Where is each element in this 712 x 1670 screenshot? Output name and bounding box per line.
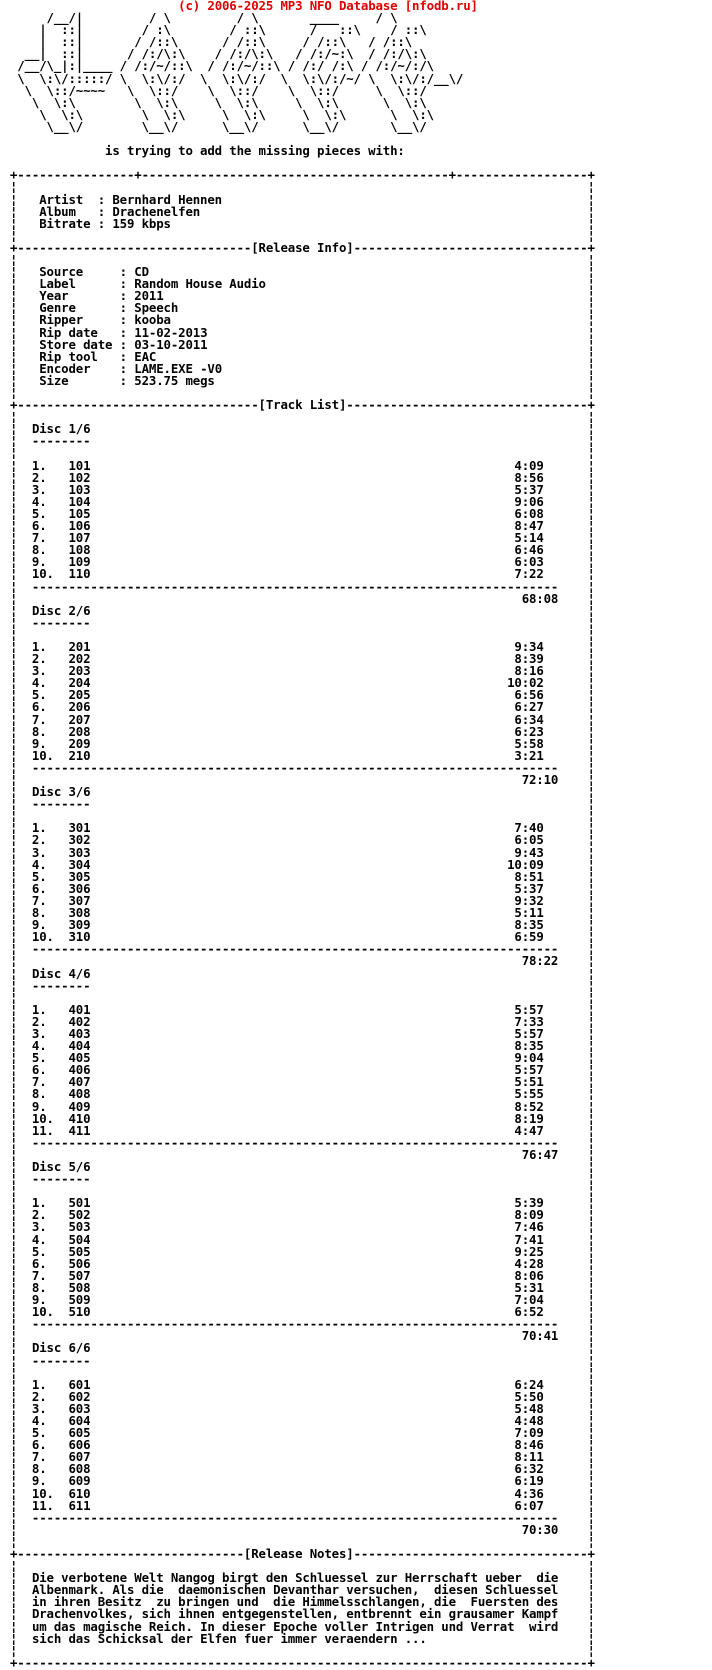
track-row: ¦ 7. 307 9:32 ¦: [10, 892, 595, 908]
track-title: 305: [68, 868, 91, 884]
blank-line: ¦ ¦: [10, 1642, 595, 1658]
release-notes-text: um das magische Reich. In dieser Epoche voller Intrigen und Verrat wird: [31, 1618, 559, 1634]
track-title: 308: [68, 905, 91, 921]
blank-line: ¦ ¦: [10, 1558, 595, 1574]
tagline: is trying to add the missing pieces with:: [105, 143, 405, 159]
disc-total-row: ¦ 68:08 ¦: [10, 590, 595, 606]
release-notes-line: ¦ Die verbotene Welt Nangog birgt den Schluessel zur Herrschaft ueber die ¦: [10, 1570, 595, 1586]
ripper-row: ¦ Ripper : kooba ¦: [10, 312, 595, 328]
disc-title: Disc 4/6: [31, 965, 91, 981]
bitrate-value: 159 kbps: [112, 215, 171, 231]
disc-divider: ¦ ------------------------------------------------------------------------ ¦: [10, 1316, 595, 1332]
disc-total-duration: 68:08: [17, 590, 559, 606]
disc-underline: ¦ -------- ¦: [10, 433, 595, 449]
track-duration: 4:36: [90, 1485, 544, 1501]
rip-tool-value: EAC: [134, 348, 157, 364]
track-row: ¦ 4. 404 8:35 ¦: [10, 1038, 595, 1054]
track-duration: 9:32: [90, 892, 544, 908]
track-duration: 6:08: [90, 505, 544, 521]
track-row: ¦ 5. 505 9:25 ¦: [10, 1243, 595, 1259]
track-title: 609: [68, 1473, 91, 1489]
track-duration: 7:46: [90, 1219, 544, 1235]
disc-underline: ¦ -------- ¦: [10, 1171, 595, 1187]
ascii-logo-line: | ::| / :\ / ::\ / ::\ / ::\: [10, 22, 427, 38]
track-title: 107: [68, 530, 91, 546]
disc-underline: ¦ -------- ¦: [10, 977, 595, 993]
disc-divider: ¦ ------------------------------------------------------------------------ ¦: [10, 578, 595, 594]
track-row: ¦ 9. 109 6:03 ¦: [10, 554, 595, 570]
track-title: 604: [68, 1412, 91, 1428]
ripper-value: kooba: [134, 312, 171, 328]
track-title: 611: [68, 1497, 91, 1513]
track-duration: 7:04: [90, 1292, 544, 1308]
track-row: ¦ 1. 401 5:57 ¦: [10, 1001, 595, 1017]
track-title: 509: [68, 1292, 91, 1308]
track-duration: 5:51: [90, 1074, 544, 1090]
track-title: 410: [68, 1110, 91, 1126]
track-duration: 5:58: [90, 735, 544, 751]
release-notes-text: sich das Schicksal der Elfen fuer immer veraendern ...: [31, 1630, 427, 1646]
ascii-logo-line: \ \:\ \ \:\ \ \:\ \ \:\ \ \:\: [10, 94, 427, 110]
track-duration: 5:11: [90, 905, 544, 921]
track-row: ¦ 6. 106 8:47 ¦: [10, 518, 595, 534]
track-title: 605: [68, 1425, 91, 1441]
track-title: 401: [68, 1001, 91, 1017]
track-duration: 8:46: [90, 1437, 544, 1453]
track-title: 110: [68, 566, 91, 582]
artist-row: ¦ Artist : Bernhard Hennen ¦: [10, 191, 595, 207]
blank-line: ¦ ¦: [10, 808, 595, 824]
track-title: 603: [68, 1400, 91, 1416]
blank-line: ¦ ¦: [10, 626, 595, 642]
encoder-value: LAME.EXE -V0: [134, 360, 222, 376]
track-duration: 8:11: [90, 1449, 544, 1465]
track-row: ¦ 4. 204 10:02 ¦: [10, 675, 595, 691]
release-notes-text: in ihren Besitz zu bringen und die Himmelsschlangen, die Fuersten des: [31, 1594, 559, 1610]
track-row: ¦ 10. 210 3:21 ¦: [10, 747, 595, 763]
track-row: ¦ 5. 305 8:51 ¦: [10, 868, 595, 884]
disc-total-duration: 76:47: [17, 1146, 559, 1162]
track-title: 109: [68, 554, 91, 570]
track-row: ¦ 6. 506 4:28 ¦: [10, 1255, 595, 1271]
size-value: 523.75 megs: [134, 372, 215, 388]
track-row: ¦ 9. 209 5:58 ¦: [10, 735, 595, 751]
track-title: 507: [68, 1267, 91, 1283]
disc-total-row: ¦ 76:47 ¦: [10, 1146, 595, 1162]
track-duration: 5:14: [90, 530, 544, 546]
track-row: ¦ 11. 611 6:07 ¦: [10, 1497, 595, 1513]
track-title: 108: [68, 542, 91, 558]
track-duration: 4:28: [90, 1255, 544, 1271]
track-row: ¦ 10. 110 7:22 ¦: [10, 566, 595, 582]
disc-divider: ¦ ------------------------------------------------------------------------ ¦: [10, 1509, 595, 1525]
track-row: ¦ 1. 301 7:40 ¦: [10, 820, 595, 836]
disc-total-duration: 78:22: [17, 953, 559, 969]
track-row: ¦ 9. 609 6:19 ¦: [10, 1473, 595, 1489]
release-notes-line: ¦ in ihren Besitz zu bringen und die Himmelsschlangen, die Fuersten des ¦: [10, 1594, 595, 1610]
section-header: +---------------------------------[Track List]---------------------------------+: [10, 397, 595, 413]
track-duration: 6:23: [90, 723, 544, 739]
release-notes-text: Drachenvolkes, sich ihnen entgegenstellen, entbrennt ein grausamer Kampf: [31, 1606, 559, 1622]
track-title: 105: [68, 505, 91, 521]
track-title: 310: [68, 929, 91, 945]
track-title: 210: [68, 747, 91, 763]
track-row: ¦ 1. 501 5:39 ¦: [10, 1195, 595, 1211]
track-duration: 9:25: [90, 1243, 544, 1259]
track-title: 307: [68, 892, 91, 908]
track-title: 207: [68, 711, 91, 727]
track-duration: 7:09: [90, 1425, 544, 1441]
label-row: ¦ Label : Random House Audio ¦: [10, 276, 595, 292]
track-row: ¦ 6. 606 8:46 ¦: [10, 1437, 595, 1453]
disc-total-row: ¦ 70:30 ¦: [10, 1521, 595, 1537]
track-duration: 6:56: [90, 687, 544, 703]
track-duration: 8:19: [90, 1110, 544, 1126]
blank-line: ¦ ¦: [10, 1364, 595, 1380]
track-duration: 6:34: [90, 711, 544, 727]
ascii-logo: [10, 118, 595, 134]
track-row: ¦ 4. 604 4:48 ¦: [10, 1412, 595, 1428]
track-duration: 7:40: [90, 820, 544, 836]
track-duration: 8:06: [90, 1267, 544, 1283]
track-row: ¦ 4. 304 10:09 ¦: [10, 856, 595, 872]
year-row: ¦ Year : 2011 ¦: [10, 288, 595, 304]
blank-line: ¦ ¦: [10, 1533, 595, 1549]
disc-header: ¦ Disc 1/6 ¦: [10, 421, 595, 437]
track-duration: 6:19: [90, 1473, 544, 1489]
bitrate-row: ¦ Bitrate : 159 kbps ¦: [10, 215, 595, 231]
track-duration: 8:35: [90, 1038, 544, 1054]
track-duration: 8:35: [90, 917, 544, 933]
track-row: ¦ 8. 308 5:11 ¦: [10, 905, 595, 921]
disc-total-duration: 70:30: [17, 1521, 559, 1537]
track-duration: 5:55: [90, 1086, 544, 1102]
disc-header: ¦ Disc 5/6 ¦: [10, 1159, 595, 1174]
blank-line: ¦ ¦: [10, 251, 595, 267]
size-row: ¦ Size : 523.75 megs ¦: [10, 372, 595, 388]
track-title: 206: [68, 699, 91, 715]
track-duration: 5:37: [90, 481, 544, 497]
track-duration: 6:32: [90, 1461, 544, 1477]
track-title: 202: [68, 651, 91, 667]
track-row: ¦ 4. 504 7:41 ¦: [10, 1231, 595, 1247]
track-row: ¦ 7. 107 5:14 ¦: [10, 530, 595, 546]
track-title: 201: [68, 638, 91, 654]
disc-header: ¦ Disc 6/6 ¦: [10, 1340, 595, 1356]
track-title: 203: [68, 663, 91, 679]
track-duration: 8:16: [90, 663, 544, 679]
disc-title: Disc 3/6: [31, 784, 91, 800]
genre-row: ¦ Genre : Speech ¦: [10, 300, 595, 316]
track-duration: 7:22: [90, 566, 544, 582]
track-duration: 8:56: [90, 469, 544, 485]
track-title: 309: [68, 917, 91, 933]
ascii-logo-line: \__\/ \__\/ \__\/ \__\/ \__\/: [10, 118, 427, 134]
source-row: ¦ Source : CD ¦: [10, 264, 595, 280]
disc-header: ¦ Disc 4/6 ¦: [10, 965, 595, 981]
track-title: 101: [68, 457, 91, 473]
track-duration: 5:31: [90, 1279, 544, 1295]
ascii-logo-line: \ \::/~~~~ \ \::/ \ \::/ \ \::/ \ \::/: [10, 82, 427, 98]
disc-divider: ¦ ------------------------------------------------------------------------ ¦: [10, 1134, 595, 1150]
disc-header: ¦ Disc 2/6 ¦: [10, 602, 595, 618]
track-title: 403: [68, 1025, 91, 1041]
track-row: ¦ 8. 208 6:23 ¦: [10, 723, 595, 739]
rip-date-value: 11-02-2013: [134, 324, 208, 340]
track-row: ¦ 11. 411 4:47 ¦: [10, 1122, 595, 1138]
release-notes-text: Albenmark. Als die daemonischen Devanthar versuchen, diesen Schluessel: [31, 1582, 559, 1598]
track-duration: 5:48: [90, 1400, 544, 1416]
blank-line: ¦ ¦: [10, 409, 595, 425]
track-duration: 5:39: [90, 1195, 544, 1211]
track-row: ¦ 9. 509 7:04 ¦: [10, 1292, 595, 1308]
track-row: ¦ 9. 409 8:52 ¦: [10, 1098, 595, 1114]
track-row: ¦ 10. 510 6:52 ¦: [10, 1304, 595, 1320]
ascii-logo-line: /__/\_|:|____ / /:/~/::\ / /:/~/::\ / /:/ /:\ / /:/~/:/\: [10, 58, 434, 74]
track-row: ¦ 10. 610 4:36 ¦: [10, 1485, 595, 1501]
disc-title: Disc 1/6: [31, 421, 91, 437]
track-title: 205: [68, 687, 91, 703]
album-value: Drachenelfen: [112, 203, 201, 219]
track-duration: 9:34: [90, 638, 544, 654]
track-duration: 8:52: [90, 1098, 544, 1114]
track-title: 407: [68, 1074, 91, 1090]
track-duration: 5:57: [90, 1025, 544, 1041]
track-duration: 4:47: [90, 1122, 544, 1138]
track-row: ¦ 8. 608 6:32 ¦: [10, 1461, 595, 1477]
track-duration: 6:46: [90, 542, 544, 558]
track-duration: 8:47: [90, 518, 544, 534]
blank-line: ¦ ¦: [10, 385, 595, 400]
bottom-border: +------------------------------------------------------------------------------+: [10, 1654, 595, 1670]
track-duration: 8:51: [90, 868, 544, 884]
track-row: ¦ 5. 405 9:04 ¦: [10, 1050, 595, 1066]
disc-title: Disc 2/6: [31, 602, 91, 618]
artist-value: Bernhard Hennen: [112, 191, 222, 207]
track-duration: 4:48: [90, 1412, 544, 1428]
track-duration: 8:09: [90, 1207, 544, 1223]
track-row: ¦ 8. 408 5:55 ¦: [10, 1086, 595, 1102]
track-title: 408: [68, 1086, 91, 1102]
track-duration: 4:09: [90, 457, 544, 473]
top-border: +----------------+------------------------------------------+------------------+: [10, 167, 595, 183]
release-notes-title: [Release Notes]: [243, 1546, 354, 1561]
track-row: ¦ 2. 202 8:39 ¦: [10, 651, 595, 667]
blank-line: ¦ ¦: [10, 1183, 595, 1199]
disc-title: Disc 6/6: [31, 1340, 91, 1356]
track-title: 503: [68, 1219, 91, 1235]
track-row: ¦ 6. 306 5:37 ¦: [10, 880, 595, 896]
track-duration: 10:09: [90, 856, 544, 872]
track-title: 506: [68, 1255, 91, 1271]
track-title: 302: [68, 832, 91, 848]
release-info-title: [Release Info]: [251, 239, 354, 255]
track-row: ¦ 4. 104 9:06 ¦: [10, 493, 595, 509]
rip-tool-row: ¦ Rip tool : EAC ¦: [10, 348, 595, 364]
release-notes-text: Die verbotene Welt Nangog birgt den Schluessel zur Herrschaft ueber die: [31, 1570, 559, 1586]
ascii-logo-line: \ \:\ \ \:\ \ \:\ \ \:\ \ \:\: [10, 106, 434, 122]
track-title: 610: [68, 1485, 91, 1501]
track-title: 606: [68, 1437, 91, 1453]
disc-underline: ¦ -------- ¦: [10, 614, 595, 630]
ascii-logo-line: | ::| / /::\ / /::\ / /::\ / /::\: [10, 34, 413, 50]
track-title: 405: [68, 1050, 91, 1066]
ascii-logo-line: /__/| / \ / \ ____ / \: [10, 10, 398, 26]
track-row: ¦ 3. 403 5:57 ¦: [10, 1025, 595, 1041]
release-notes-line: ¦ um das magische Reich. In dieser Epoche voller Intrigen und Verrat wird ¦: [10, 1618, 595, 1634]
track-duration: 9:04: [90, 1050, 544, 1066]
track-row: ¦ 3. 103 5:37 ¦: [10, 481, 595, 497]
track-title: 607: [68, 1449, 91, 1465]
disc-total-row: ¦ 72:10 ¦: [10, 772, 595, 787]
track-duration: 6:27: [90, 699, 544, 715]
track-title: 404: [68, 1038, 91, 1054]
track-duration: 6:52: [90, 1304, 544, 1320]
track-title: 303: [68, 844, 91, 860]
track-title: 103: [68, 481, 91, 497]
disc-underline: ¦ -------- ¦: [10, 796, 595, 812]
disc-underline: ¦ -------- ¦: [10, 1352, 595, 1368]
track-row: ¦ 3. 203 8:16 ¦: [10, 663, 595, 679]
track-title: 104: [68, 493, 91, 509]
track-title: 406: [68, 1062, 91, 1078]
track-row: ¦ 5. 205 6:56 ¦: [10, 687, 595, 703]
track-row: ¦ 3. 303 9:43 ¦: [10, 844, 595, 860]
track-title: 508: [68, 1279, 91, 1295]
track-row: ¦ 6. 406 5:57 ¦: [10, 1062, 595, 1078]
disc-total-row: ¦ 78:22 ¦: [10, 953, 595, 969]
track-duration: 10:02: [90, 675, 544, 691]
track-duration: 6:05: [90, 832, 544, 848]
rip-date-row: ¦ Rip date : 11-02-2013 ¦: [10, 324, 595, 340]
nfo-document: [10, 0, 595, 1669]
disc-total-duration: 72:10: [17, 772, 559, 787]
track-row: ¦ 5. 605 7:09 ¦: [10, 1425, 595, 1441]
track-duration: 6:24: [90, 1376, 544, 1392]
track-title: 209: [68, 735, 91, 751]
track-duration: 9:43: [90, 844, 544, 860]
track-title: 304: [68, 856, 91, 872]
store-date-value: 03-10-2011: [134, 336, 208, 352]
track-title: 208: [68, 723, 91, 739]
track-title: 510: [68, 1304, 91, 1320]
track-duration: 7:41: [90, 1231, 544, 1247]
track-row: ¦ 7. 407 5:51 ¦: [10, 1074, 595, 1090]
track-title: 505: [68, 1243, 91, 1259]
track-row: ¦ 8. 108 6:46 ¦: [10, 542, 595, 558]
track-duration: 6:07: [90, 1497, 544, 1513]
blank-line: ¦ ¦: [10, 445, 595, 461]
track-row: ¦ 1. 601 6:24 ¦: [10, 1376, 595, 1392]
track-row: ¦ 5. 105 6:08 ¦: [10, 505, 595, 521]
track-title: 301: [68, 820, 91, 836]
track-row: ¦ 7. 507 8:06 ¦: [10, 1267, 595, 1283]
track-title: 306: [68, 880, 91, 896]
track-row: ¦ 3. 603 5:48 ¦: [10, 1400, 595, 1416]
track-row: ¦ 8. 508 5:31 ¦: [10, 1279, 595, 1295]
disc-total-duration: 70:41: [17, 1328, 559, 1344]
release-notes-line: ¦ Albenmark. Als die daemonischen Devanthar versuchen, diesen Schluessel ¦: [10, 1582, 595, 1598]
track-duration: 7:33: [90, 1013, 544, 1029]
site-credit: (c) 2006-2025 MP3 NFO Database [nfodb.ru]: [178, 0, 478, 13]
store-date-row: ¦ Store date : 03-10-2011 ¦: [10, 336, 595, 352]
album-row: ¦ Album : Drachenelfen ¦: [10, 203, 595, 219]
track-row: ¦ 10. 410 8:19 ¦: [10, 1110, 595, 1126]
year-value: 2011: [134, 288, 164, 304]
track-row: ¦ 1. 201 9:34 ¦: [10, 638, 595, 654]
section-header: +--------------------------------[Release Info]--------------------------------+: [10, 239, 595, 255]
track-duration: 6:03: [90, 554, 544, 570]
track-row: ¦ 6. 206 6:27 ¦: [10, 699, 595, 715]
track-title: 106: [68, 518, 91, 534]
blank-line: ¦ ¦: [10, 989, 595, 1005]
tagline-line: [10, 145, 595, 157]
disc-divider: ¦ ------------------------------------------------------------------------ ¦: [10, 759, 595, 775]
disc-header: ¦ Disc 3/6 ¦: [10, 784, 595, 800]
track-duration: 5:50: [90, 1388, 544, 1404]
track-duration: 8:39: [90, 651, 544, 667]
track-row: ¦ 10. 310 6:59 ¦: [10, 929, 595, 945]
disc-divider: ¦ ------------------------------------------------------------------------ ¦: [10, 941, 595, 957]
track-title: 601: [68, 1376, 91, 1392]
track-title: 402: [68, 1013, 91, 1029]
track-row: ¦ 2. 402 7:33 ¦: [10, 1013, 595, 1029]
track-title: 409: [68, 1098, 91, 1114]
source-value: CD: [134, 264, 149, 280]
track-row: ¦ 2. 302 6:05 ¦: [10, 832, 595, 848]
track-title: 504: [68, 1231, 91, 1247]
track-row: ¦ 3. 503 7:46 ¦: [10, 1219, 595, 1235]
track-title: 602: [68, 1388, 91, 1404]
track-title: 608: [68, 1461, 91, 1477]
track-row: ¦ 2. 602 5:50 ¦: [10, 1388, 595, 1404]
encoder-row: ¦ Encoder : LAME.EXE -V0 ¦: [10, 360, 595, 376]
track-row: ¦ 7. 207 6:34 ¦: [10, 711, 595, 727]
track-title: 102: [68, 469, 91, 485]
track-title: 502: [68, 1207, 91, 1223]
track-duration: 5:57: [90, 1062, 544, 1078]
section-header: +-------------------------------[Release Notes]--------------------------------+: [10, 1546, 595, 1561]
track-list-title: [Track List]: [258, 397, 347, 413]
track-row: ¦ 2. 102 8:56 ¦: [10, 469, 595, 485]
track-title: 204: [68, 675, 91, 691]
track-duration: 9:06: [90, 493, 544, 509]
ascii-logo-line: __| ::| / /:/\:\ / /:/\:\ / /:/~:\ / /:/\:\: [10, 46, 427, 62]
label-value: Random House Audio: [134, 276, 266, 292]
track-duration: 6:59: [90, 929, 544, 945]
release-notes-line: ¦ Drachenvolkes, sich ihnen entgegenstellen, entbrennt ein grausamer Kampf ¦: [10, 1606, 595, 1622]
track-row: ¦ 2. 502 8:09 ¦: [10, 1207, 595, 1223]
disc-total-row: ¦ 70:41 ¦: [10, 1328, 595, 1344]
ascii-logo-line: \ \:\/:::::/ \ \:\/:/ \ \:\/:/ \ \:\/:/~/ \ \:\/:/__\/: [10, 70, 464, 86]
track-title: 411: [68, 1122, 91, 1138]
genre-value: Speech: [134, 300, 179, 316]
track-duration: 5:37: [90, 880, 544, 896]
disc-title: Disc 5/6: [31, 1159, 91, 1174]
track-row: ¦ 1. 101 4:09 ¦: [10, 457, 595, 473]
track-duration: 3:21: [90, 747, 544, 763]
blank-line: ¦ ¦: [10, 179, 595, 195]
track-duration: 5:57: [90, 1001, 544, 1017]
track-row: ¦ 7. 607 8:11 ¦: [10, 1449, 595, 1465]
blank-line: ¦ ¦: [10, 227, 595, 243]
track-title: 501: [68, 1195, 91, 1211]
track-row: ¦ 9. 309 8:35 ¦: [10, 917, 595, 933]
release-notes-line: ¦ sich das Schicksal der Elfen fuer immer veraendern ... ¦: [10, 1630, 595, 1646]
